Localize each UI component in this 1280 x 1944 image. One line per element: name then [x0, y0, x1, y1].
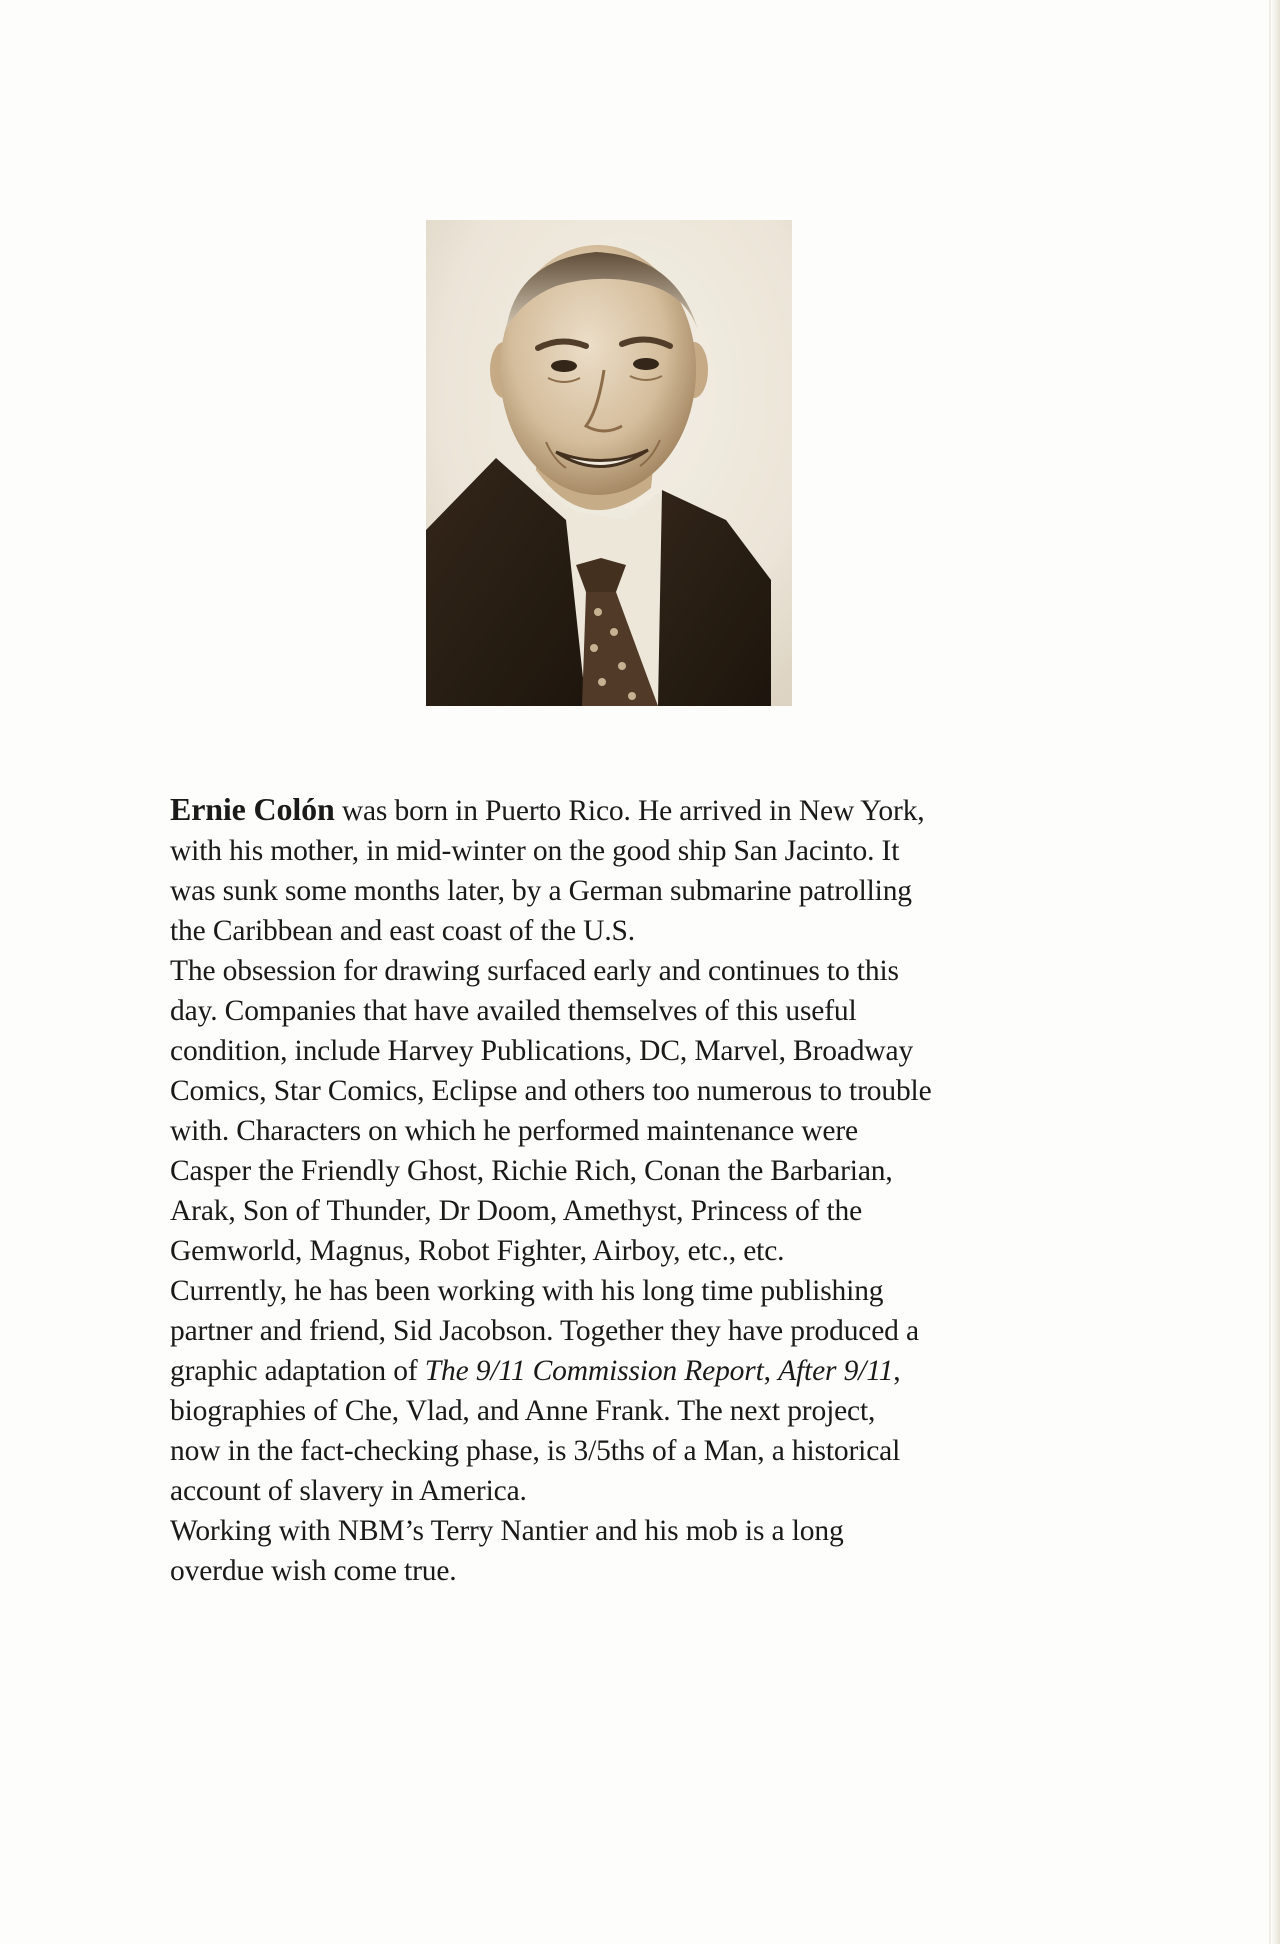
bio-line	[170, 1351, 1070, 1391]
bio-line: account of slavery in America.	[170, 1475, 527, 1507]
bio-line: day. Companies that have availed themselves of this useful	[170, 995, 857, 1027]
bio-text: ,	[763, 1355, 779, 1387]
bio-text: was born in Puerto Rico. He arrived in New York,	[334, 795, 925, 827]
author-name: Ernie Colón	[170, 791, 335, 827]
sepia-tint	[426, 220, 792, 706]
bio-text: graphic adaptation of	[170, 1355, 425, 1387]
bio-line: Working with NBM’s Terry Nantier and his mob is a long	[170, 1515, 844, 1547]
bio-line: biographies of Che, Vlad, and Anne Frank. The next project,	[170, 1395, 876, 1427]
bio-line: with his mother, in mid-winter on the good ship San Jacinto. It	[170, 835, 900, 867]
portrait-illustration	[426, 220, 792, 706]
bio-line: partner and friend, Sid Jacobson. Together they have produced a	[170, 1315, 919, 1347]
bio-line: The obsession for drawing surfaced early and continues to this	[170, 955, 899, 987]
bio-line: Comics, Star Comics, Eclipse and others too numerous to trouble	[170, 1075, 932, 1107]
bio-line: with. Characters on which he performed maintenance were	[170, 1115, 858, 1147]
book-title-after-911: After 9/11	[778, 1355, 894, 1387]
bio-text: ,	[893, 1355, 901, 1387]
bio-line: Casper the Friendly Ghost, Richie Rich, Conan the Barbarian,	[170, 1155, 893, 1187]
author-biography	[170, 789, 1070, 1591]
bio-line	[170, 789, 1070, 831]
page-edge-shadow	[1269, 0, 1271, 1944]
bio-line: Gemworld, Magnus, Robot Fighter, Airboy, etc., etc.	[170, 1235, 785, 1267]
bio-line: condition, include Harvey Publications, DC, Marvel, Broadway	[170, 1035, 914, 1067]
bio-line: the Caribbean and east coast of the U.S.	[170, 915, 636, 947]
book-title-commission-report: The 9/11 Commission Report	[424, 1355, 764, 1387]
page-edge	[1272, 0, 1280, 1944]
bio-line: Currently, he has been working with his long time publishing	[170, 1275, 884, 1307]
bio-line: Arak, Son of Thunder, Dr Doom, Amethyst, Princess of the	[170, 1195, 863, 1227]
bio-line: overdue wish come true.	[170, 1555, 457, 1587]
bio-line: was sunk some months later, by a German submarine patrolling	[170, 875, 912, 907]
author-portrait	[426, 220, 792, 706]
bio-line: now in the fact-checking phase, is 3/5ths of a Man, a historical	[170, 1435, 901, 1467]
